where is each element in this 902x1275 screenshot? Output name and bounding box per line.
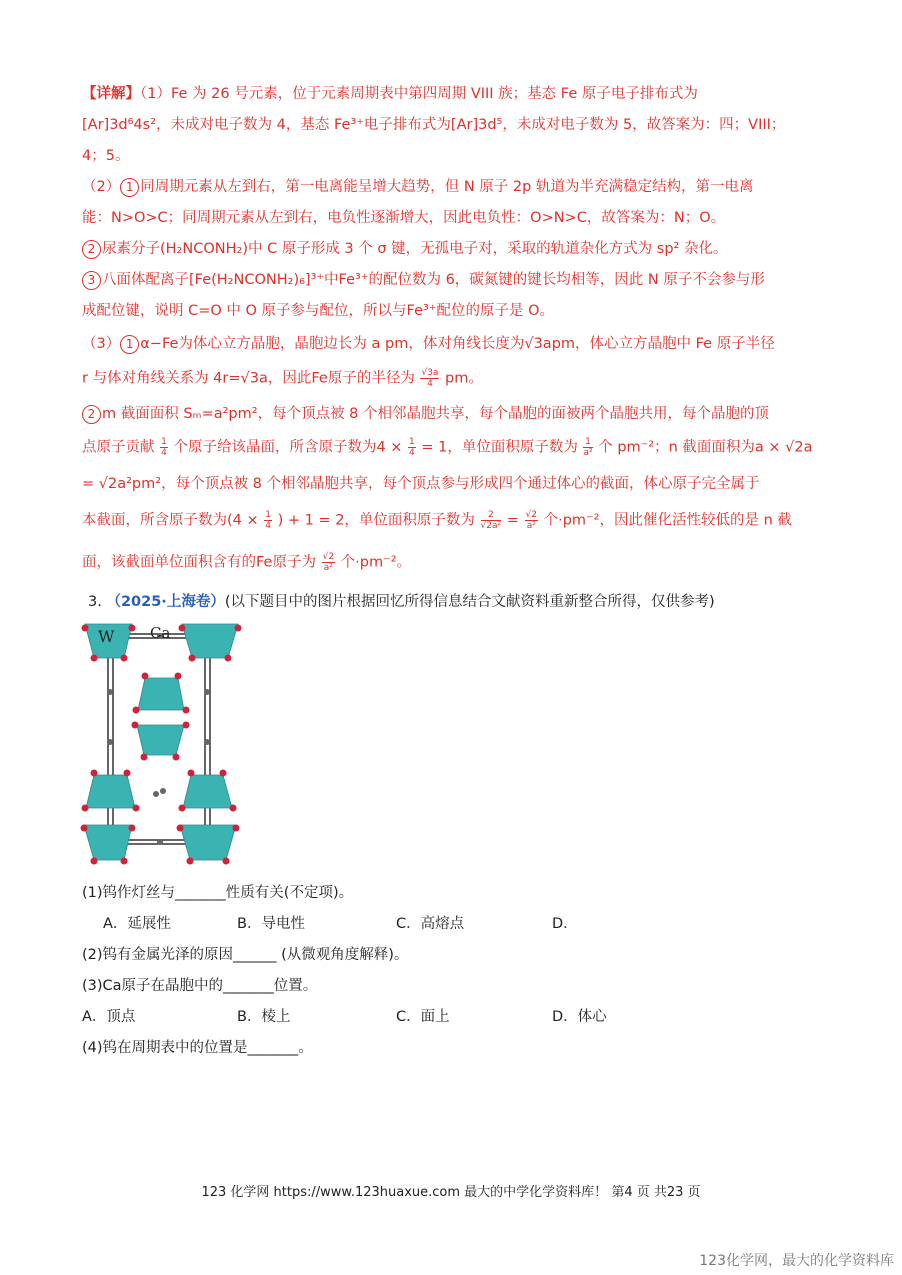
calcium-atom — [153, 791, 159, 797]
detail-p2-line-3: 2 尿素分子(H₂NCONH₂)中 C 原子形成 3 个 σ 键，无孤电子对，采取的轨道杂化方式为 sp² 杂化。 — [82, 239, 727, 259]
tetrahedron — [183, 775, 232, 808]
circled-2-icon: 2 — [82, 405, 101, 424]
tetrahedron — [138, 678, 184, 710]
fraction: $\frac{1}{4}$ — [265, 510, 271, 531]
oxygen-atom — [129, 825, 136, 832]
option-a: A．延展性 — [103, 916, 171, 932]
detail-p2-line-4: 3 八面体配离子[Fe(H₂NCONH₂)₆]³⁺中Fe³⁺的配位数为 6，碳氮键的键长均相等，因此 N 原子不会参与形 — [82, 270, 765, 290]
fraction: $\frac{√3a}{4}$ — [421, 368, 439, 389]
oxygen-atom — [91, 770, 98, 777]
oxygen-atom — [223, 858, 230, 865]
option-b: B．棱上 — [237, 1009, 291, 1025]
detail-line-2: [Ar]3d⁶4s²，未成对电子数为 4，基态 Fe³⁺电子排布式为[Ar]3d⁵，未成对电子数为 5，故答案为：四；VIII； — [82, 117, 786, 133]
circled-2-icon: 2 — [82, 240, 101, 259]
circled-1-icon: 1 — [120, 178, 139, 197]
option-b: B．导电性 — [237, 916, 305, 932]
oxygen-atom — [179, 805, 186, 812]
detail-p3-line-4: 点原子贡献 $\frac{1}{4}$ 个原子给该晶面，所含原子数为4 × $\frac{1}{4}$ = 1，单位面积原子数为 $\frac{1}{\text{a²}}$ 个 pm⁻²；n 截面面积为a × √2a — [82, 437, 813, 458]
oxygen-atom — [177, 825, 184, 832]
oxygen-atom — [220, 770, 227, 777]
detail-tag: 【详解】 — [82, 86, 140, 102]
option-a: A．顶点 — [82, 1009, 136, 1025]
crystal-structure-figure — [80, 620, 245, 870]
oxygen-atom — [173, 754, 180, 761]
oxygen-atom — [132, 722, 139, 729]
oxygen-atom — [188, 770, 195, 777]
tetrahedron — [137, 725, 184, 755]
calcium-atom — [204, 739, 210, 745]
oxygen-atom — [141, 754, 148, 761]
circled-1-icon: 1 — [120, 335, 139, 354]
tetrahedron — [182, 624, 238, 658]
detail-p2-line-5: 成配位键，说明 C=O 中 O 原子参与配位，所以与Fe³⁺配位的原子是 O。 — [82, 303, 554, 319]
watermark: 123化学网，最大的化学资料库 — [699, 1253, 894, 1269]
tetrahedron — [86, 775, 135, 808]
oxygen-atom — [133, 805, 140, 812]
fraction: $\frac{√2}{\text{a²}}$ — [322, 552, 335, 573]
oxygen-atom — [183, 722, 190, 729]
oxygen-atom — [91, 858, 98, 865]
source-tag: （2025·上海卷） — [106, 594, 225, 610]
tetrahedron — [180, 825, 236, 860]
option-c: C．高熔点 — [396, 916, 465, 932]
detail-p3-line-6: 本截面，所含原子数为(4 × $\frac{1}{4}$ ) + 1 = 2，单位面积原子数为 $\frac{2}{\text{√2a²}}$ = $\frac{√2}{\text{a²}}$ 个·pm⁻²，因此催化活性较低的是 n 截 — [82, 510, 792, 531]
page-footer: 123 化学网 https://www.123huaxue.com 最大的中学化学资料库！ 第4 页 共23 页 — [201, 1185, 701, 1200]
detail-p3-line-3: 2 m 截面面积 Sₘ=a²pm²，每个顶点被 8 个相邻晶胞共享，每个晶胞的面被两个晶胞共用，每个晶胞的顶 — [82, 404, 769, 424]
detail-p3-line-2: r 与体对角线关系为 4r=√3a，因此Fe原子的半径为 $\frac{√3a}{4}$ pm。 — [82, 368, 483, 389]
question-3-4: (4)钨在周期表中的位置是_______。 — [82, 1040, 313, 1056]
oxygen-atom — [81, 825, 88, 832]
oxygen-atom — [233, 825, 240, 832]
question-3-2: (2)钨有金属光泽的原因______ (从微观角度解释)。 — [82, 947, 409, 963]
label-w: W — [98, 627, 115, 646]
tetrahedron — [84, 825, 132, 860]
fraction: $\frac{1}{4}$ — [161, 437, 167, 458]
label-ca: Ca — [150, 624, 171, 642]
oxygen-atom — [225, 655, 232, 662]
detail-p3-line-5: = √2a²pm²，每个顶点被 8 个相邻晶胞共享，每个顶点参与形成四个通过体心的截面，体心原子完全属于 — [82, 476, 760, 492]
oxygen-atom — [235, 625, 242, 632]
oxygen-atom — [82, 625, 89, 632]
option-d: D． — [552, 916, 578, 932]
detail-p2-line-2: 能：N>O>C；同周期元素从左到右，电负性逐渐增大，因此电负性：O>N>C，故答案为：N；O。 — [82, 210, 726, 226]
fraction: $\frac{1}{\text{a²}}$ — [583, 437, 593, 458]
calcium-atom — [107, 689, 113, 695]
detail-p3-line-1: （3） 1 α−Fe为体心立方晶胞，晶胞边长为 a pm，体对角线长度为√3apm，体心立方晶胞中 Fe 原子半径 — [82, 336, 775, 352]
oxygen-atom — [129, 625, 136, 632]
detail-line-1: 【详解】（1）Fe 为 26 号元素，位于元素周期表中第四周期 VIII 族；基态 Fe 原子电子排布式为 — [82, 86, 698, 102]
question-3-3: (3)Ca原子在晶胞中的_______位置。 — [82, 978, 318, 994]
oxygen-atom — [187, 858, 194, 865]
oxygen-atom — [121, 858, 128, 865]
circled-3-icon: 3 — [82, 271, 101, 290]
oxygen-atom — [142, 673, 149, 680]
calcium-atom — [157, 839, 163, 845]
detail-p3-line-7: 面，该截面单位面积含有的Fe原子为 $\frac{√2}{\text{a²}}$ 个·pm⁻²。 — [82, 552, 412, 573]
question-3-header: 3. （2025·上海卷）(以下题目中的图片根据回忆所得信息结合文献资料重新整合所得，仅供参考) — [88, 594, 715, 610]
oxygen-atom — [133, 707, 140, 714]
fraction: $\frac{√2}{\text{a²}}$ — [525, 510, 537, 531]
oxygen-atom — [124, 770, 131, 777]
detail-line-3: 4；5。 — [82, 148, 130, 164]
calcium-atom — [160, 788, 166, 794]
oxygen-atom — [189, 655, 196, 662]
calcium-atom — [107, 739, 113, 745]
oxygen-atom — [91, 655, 98, 662]
oxygen-atom — [121, 655, 128, 662]
oxygen-atom — [179, 625, 186, 632]
oxygen-atom — [183, 707, 190, 714]
detail-p2-line-1: （2） 1 同周期元素从左到右，第一电离能呈增大趋势，但 N 原子 2p 轨道为半充满稳定结构，第一电离 — [82, 179, 754, 195]
question-3-1: (1)钨作灯丝与_______性质有关(不定项)。 — [82, 885, 354, 901]
oxygen-atom — [82, 805, 89, 812]
option-d: D．体心 — [552, 1009, 607, 1025]
calcium-atom — [204, 689, 210, 695]
fraction: $\frac{2}{\text{√2a²}}$ — [480, 510, 502, 531]
option-c: C．面上 — [396, 1009, 450, 1025]
oxygen-atom — [230, 805, 237, 812]
oxygen-atom — [175, 673, 182, 680]
fraction: $\frac{1}{4}$ — [409, 437, 415, 458]
